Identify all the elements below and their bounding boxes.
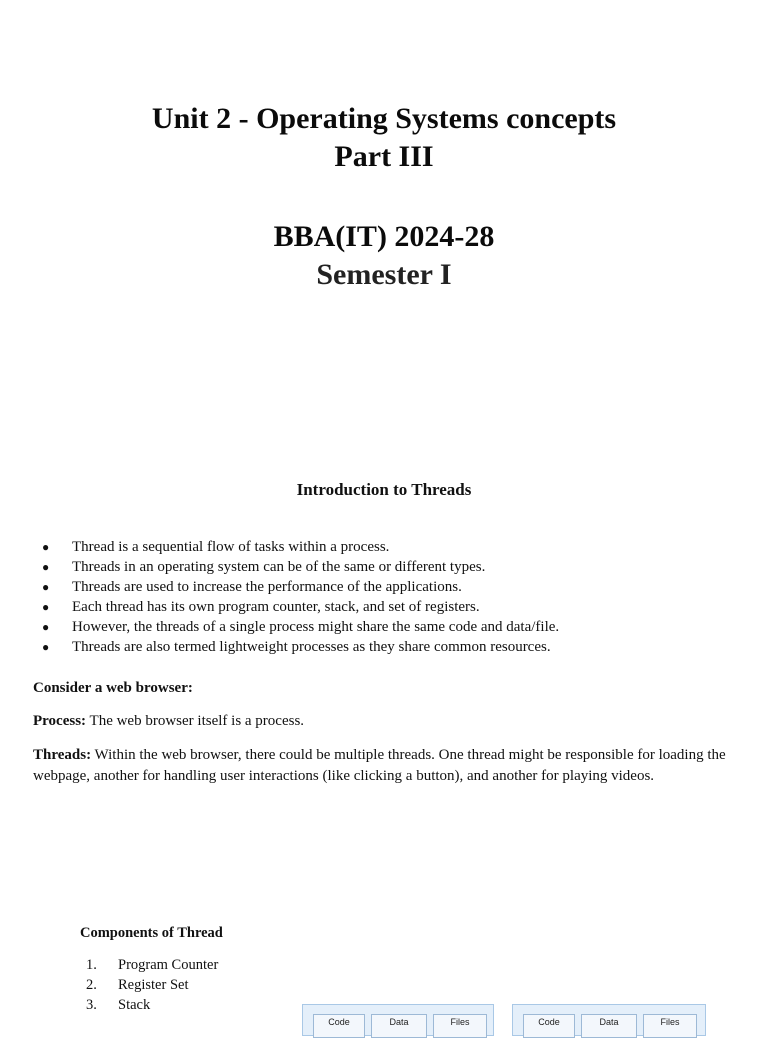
list-number: 3.: [86, 997, 97, 1013]
page-title: Unit 2 - Operating Systems concepts: [151, 102, 617, 135]
threads-text: Within the web browser, there could be multiple threads. One thread might be responsible for loading the webpage, another for handling user interactions (like clicking a button), and another for playing videos.: [33, 747, 726, 784]
threads-label: Threads:: [33, 747, 92, 763]
process-label: Process:: [33, 713, 87, 729]
title-block-course: [0, 218, 768, 294]
semester-label: Semester I: [316, 258, 452, 291]
diagram-cell-data: Data: [371, 1014, 427, 1038]
list-label: Register Set: [118, 977, 189, 993]
threads-paragraph: [33, 745, 733, 786]
components-heading: Components of Thread: [80, 925, 223, 941]
process-text: The web browser itself is a process.: [86, 713, 305, 729]
list-item: [86, 995, 218, 1015]
list-item: ● However, the threads of a single process might share the same code and data/file.: [40, 617, 559, 637]
components-list: [86, 955, 218, 1015]
list-label: Stack: [118, 997, 151, 1013]
diagram-cell-code: Code: [313, 1014, 365, 1038]
diagram-cell-files: Files: [433, 1014, 487, 1038]
list-item: ● Threads in an operating system can be of the same or different types.: [40, 557, 559, 577]
list-number: 1.: [86, 957, 97, 973]
title-block-unit: [0, 100, 768, 176]
list-label: Program Counter: [118, 957, 219, 973]
section-heading-threads: Introduction to Threads: [296, 480, 472, 499]
list-item: ● Threads are also termed lightweight processes as they share common resources.: [40, 637, 559, 657]
page-subtitle: Part III: [334, 140, 434, 173]
list-number: 2.: [86, 977, 97, 993]
process-paragraph: [33, 711, 733, 732]
course-name: BBA(IT) 2024-28: [273, 220, 495, 253]
process-diagram-multi: [512, 1004, 706, 1036]
list-item: ● Each thread has its own program counter, stack, and set of registers.: [40, 597, 559, 617]
diagram-cell-data: Data: [581, 1014, 637, 1038]
process-diagram-single: [302, 1004, 494, 1036]
diagram-cell-code: Code: [523, 1014, 575, 1038]
list-item: ● Thread is a sequential flow of tasks within a process.: [40, 537, 559, 557]
example-heading: Consider a web browser:: [33, 680, 193, 696]
threads-bullet-list: [40, 537, 559, 657]
list-item: ● Threads are used to increase the performance of the applications.: [40, 577, 559, 597]
list-item: [86, 955, 218, 975]
list-item: [86, 975, 218, 995]
diagram-cell-files: Files: [643, 1014, 697, 1038]
